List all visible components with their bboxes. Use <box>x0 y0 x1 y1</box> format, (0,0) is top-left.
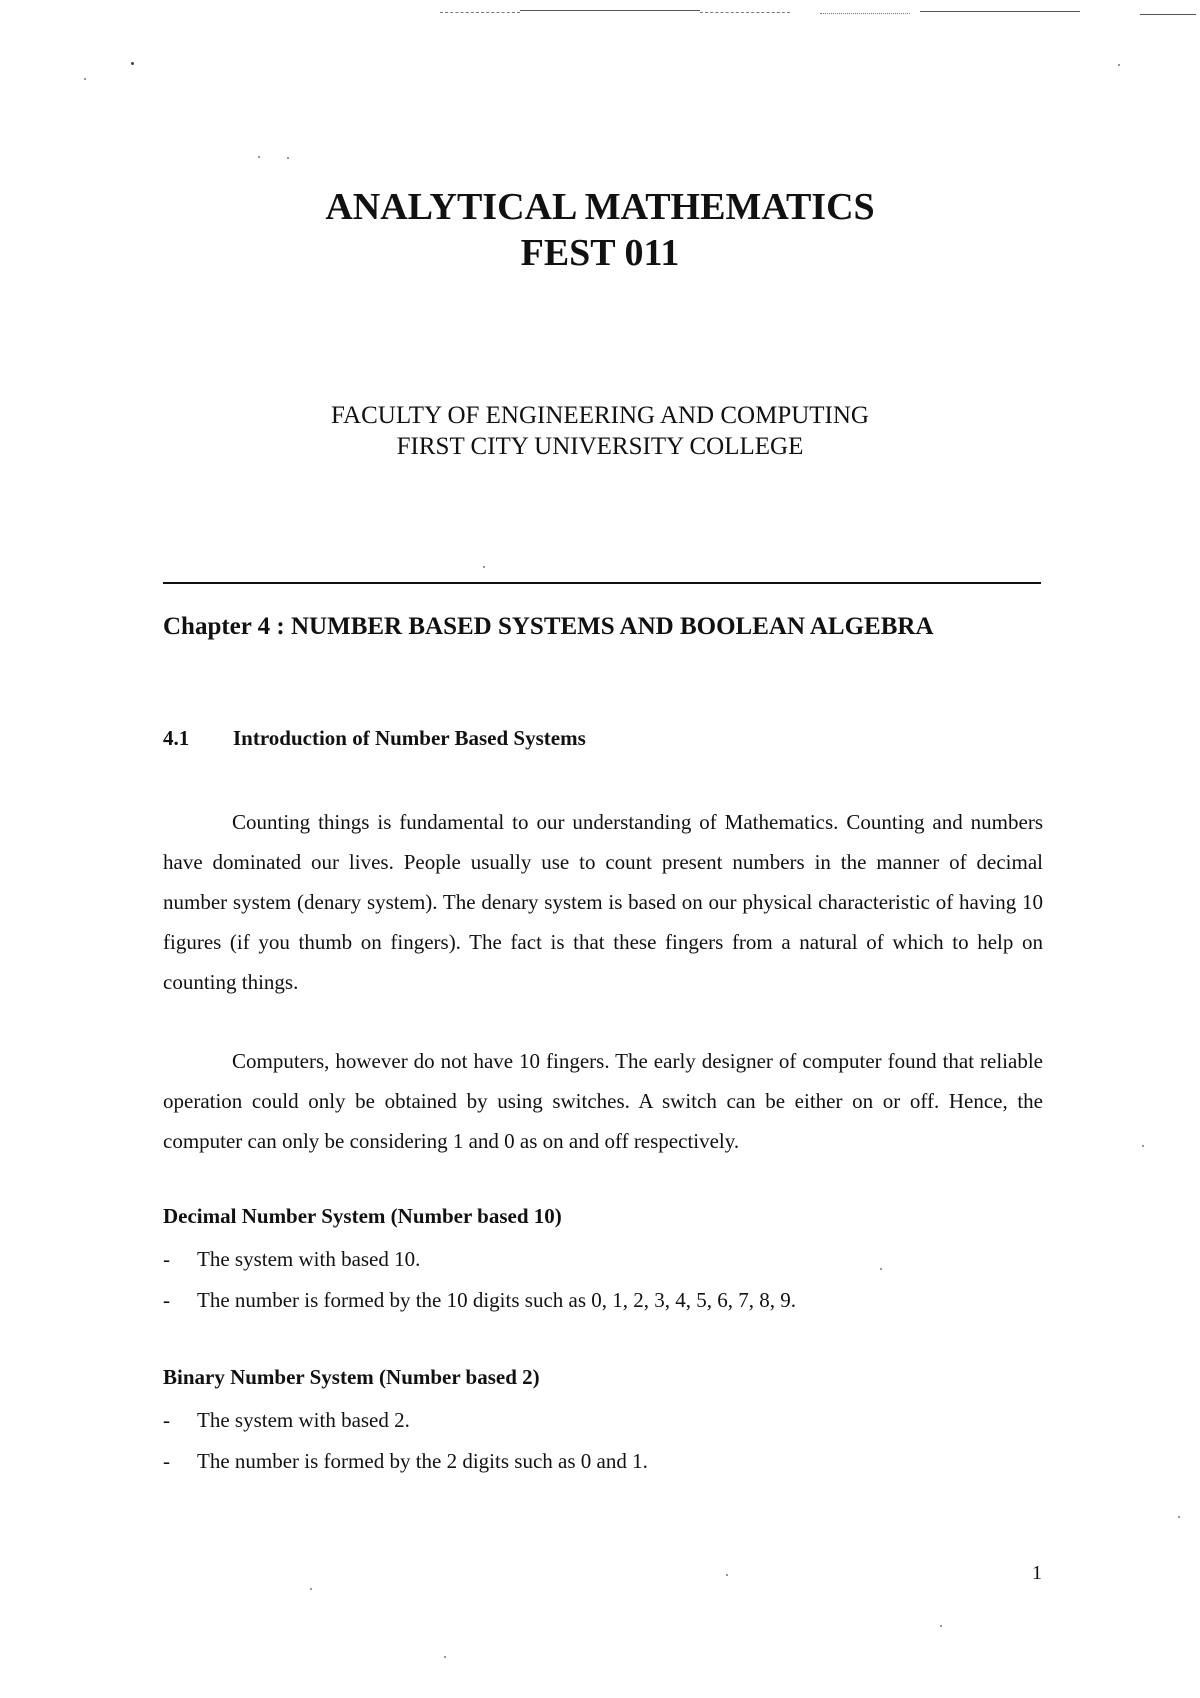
scan-artifact-top-line <box>520 10 700 11</box>
scan-artifact-top-left <box>440 12 520 13</box>
chapter-heading: Chapter 4 : NUMBER BASED SYSTEMS AND BOOLEAN ALGEBRA <box>163 613 934 640</box>
scan-artifact-top-right-dots <box>820 13 910 14</box>
page-number: 1 <box>1032 1562 1042 1584</box>
decimal-heading: Decimal Number System (Number based 10) <box>163 1204 562 1228</box>
list-item <box>163 1449 648 1474</box>
horizontal-rule <box>163 582 1041 584</box>
scan-artifact-top-far-right <box>1140 14 1196 15</box>
scan-speck <box>1118 64 1120 66</box>
list-item-text: The system with based 2. <box>197 1408 410 1432</box>
scan-speck <box>880 1268 882 1270</box>
scan-speck <box>444 1656 446 1658</box>
section-number: 4.1 <box>163 726 190 750</box>
scan-speck <box>131 62 134 65</box>
list-item-text: The system with based 10. <box>197 1247 421 1271</box>
binary-heading: Binary Number System (Number based 2) <box>163 1365 540 1389</box>
bullet-dash: - <box>163 1408 170 1432</box>
scan-speck <box>84 78 86 80</box>
scan-speck <box>483 566 485 568</box>
bullet-dash: - <box>163 1449 170 1473</box>
list-item <box>163 1288 796 1313</box>
scan-artifact-top-right-line <box>920 11 1080 12</box>
paragraph-counting: Counting things is fundamental to our understanding of Mathematics. Counting and numbers have dominated our lives. People usually use to count present numbers in the manner of decimal number system (denary system). The denary system is based on our physical characteristic of having 10 figures (if you thumb on fingers). The fact is that these fingers from a natural of which to help on counting things. <box>163 810 1043 994</box>
list-item-text: The number is formed by the 10 digits such as 0, 1, 2, 3, 4, 5, 6, 7, 8, 9. <box>197 1288 797 1312</box>
section-title: Introduction of Number Based Systems <box>233 726 586 750</box>
document-title-line-1: ANALYTICAL MATHEMATICS <box>325 186 875 228</box>
scan-speck <box>1142 1145 1144 1147</box>
bullet-dash: - <box>163 1247 170 1271</box>
scan-speck <box>940 1625 942 1627</box>
bullet-dash: - <box>163 1288 170 1312</box>
scan-artifact-top-mid <box>700 12 790 13</box>
scan-speck <box>258 156 260 158</box>
institution-block <box>0 400 1200 462</box>
paragraph-computers: Computers, however do not have 10 fingers. The early designer of computer found that reliable operation could only be obtained by using switches. A switch can be either on or off. Hence, the computer can only be considering 1 and 0 as on and off respectively. <box>163 1049 1043 1153</box>
scan-speck <box>287 157 289 159</box>
document-title <box>0 184 1200 276</box>
scan-speck <box>1178 1516 1180 1518</box>
faculty-name: FACULTY OF ENGINEERING AND COMPUTING <box>331 402 869 429</box>
section-heading <box>163 726 586 751</box>
list-item-text: The number is formed by the 2 digits such as 0 and 1. <box>197 1449 648 1473</box>
list-item <box>163 1408 410 1433</box>
list-item <box>163 1247 420 1272</box>
college-name: FIRST CITY UNIVERSITY COLLEGE <box>396 433 804 460</box>
scan-speck <box>726 1574 728 1576</box>
scan-speck <box>310 1588 312 1590</box>
document-title-line-2: FEST 011 <box>520 232 680 274</box>
